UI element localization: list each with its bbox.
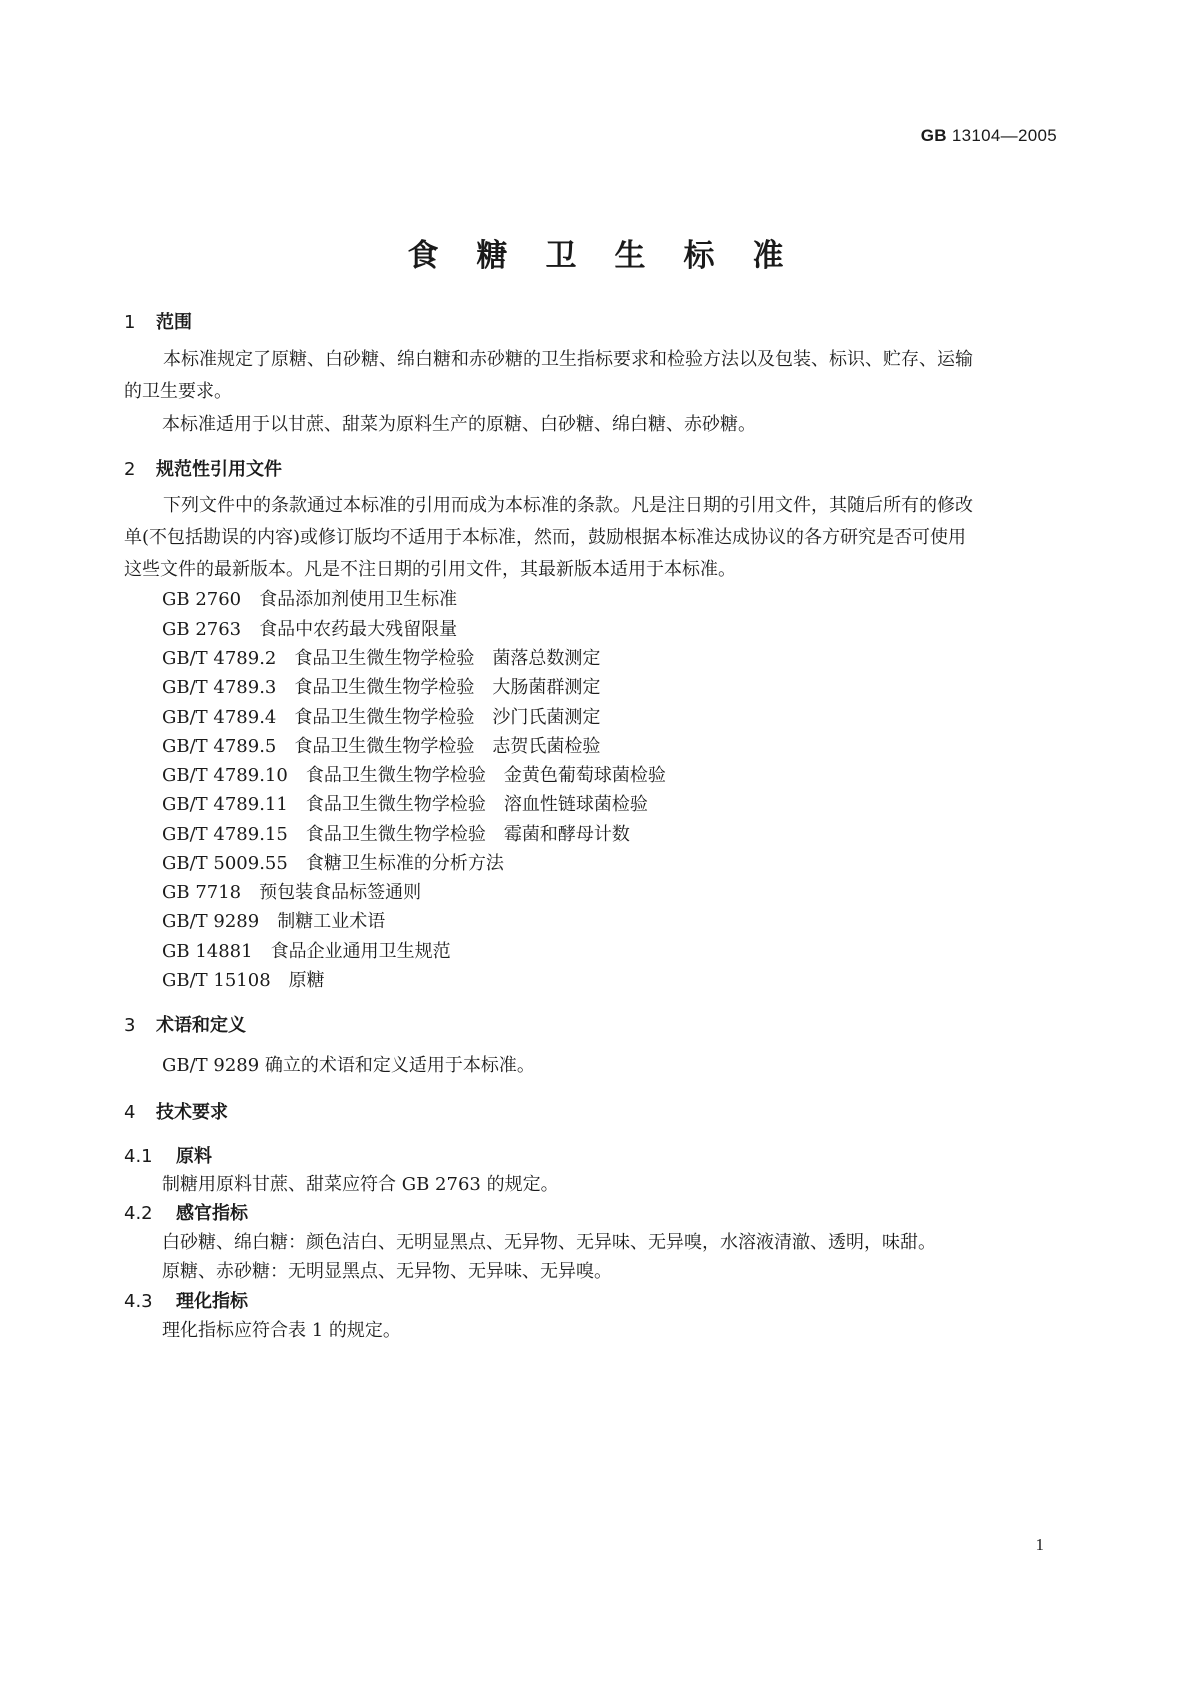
subsection-heading-sensory — [124, 1199, 248, 1225]
page-number: 1 — [1035, 1535, 1044, 1554]
scope-paragraph-2: 本标准适用于以甘蔗、甜菜为原料生产的原糖、白砂糖、绵白糖、赤砂糖。 — [162, 414, 756, 435]
subsection-title: 原料 — [176, 1146, 212, 1167]
reference-item: GB/T 4789.4 食品卫生微生物学检验 沙门氏菌测定 — [162, 707, 601, 728]
reference-item: GB/T 15108 原糖 — [162, 970, 325, 991]
standard-prefix: GB — [920, 126, 947, 145]
standard-code — [921, 126, 1057, 146]
section-heading-references — [124, 455, 282, 481]
reference-item: GB/T 9289 制糖工业术语 — [162, 911, 386, 932]
reference-item: GB/T 4789.5 食品卫生微生物学检验 志贺氏菌检验 — [162, 736, 601, 757]
section-title: 规范性引用文件 — [156, 459, 282, 480]
section-heading-terms — [124, 1011, 246, 1037]
section-number: 2 — [124, 459, 136, 480]
terms-paragraph: GB/T 9289 确立的术语和定义适用于本标准。 — [162, 1055, 535, 1076]
sensory-paragraph-1: 白砂糖、绵白糖：颜色洁白、无明显黑点、无异物、无异味、无异嗅，水溶液清澈、透明，味甜。 — [162, 1232, 936, 1253]
subsection-title: 理化指标 — [176, 1291, 248, 1312]
section-title: 技术要求 — [156, 1102, 228, 1123]
physicochemical-paragraph: 理化指标应符合表 1 的规定。 — [162, 1320, 401, 1341]
subsection-number: 4.2 — [124, 1203, 153, 1224]
subsection-number: 4.1 — [124, 1146, 153, 1167]
reference-item: GB/T 4789.15 食品卫生微生物学检验 霉菌和酵母计数 — [162, 824, 630, 845]
subsection-heading-physicochemical — [124, 1287, 248, 1313]
subsection-number: 4.3 — [124, 1291, 153, 1312]
subsection-heading-raw-material — [124, 1142, 212, 1168]
reference-item: GB/T 4789.10 食品卫生微生物学检验 金黄色葡萄球菌检验 — [162, 765, 666, 786]
raw-material-paragraph: 制糖用原料甘蔗、甜菜应符合 GB 2763 的规定。 — [162, 1174, 559, 1195]
reference-item: GB 7718 预包装食品标签通则 — [162, 882, 422, 903]
references-paragraph: 下列文件中的条款通过本标准的引用而成为本标准的条款。凡是注日期的引用文件，其随后所有的修改单(不包括勘误的内容)或修订版均不适用于本标准，然而，鼓励根据本标准达成协议的各方研究是否可使用这些文件的最新版本。凡是不注日期的引用文件，其最新版本适用于本标准。 — [124, 495, 973, 580]
reference-item: GB/T 4789.2 食品卫生微生物学检验 菌落总数测定 — [162, 648, 601, 669]
sensory-paragraph-2: 原糖、赤砂糖：无明显黑点、无异物、无异味、无异嗅。 — [162, 1261, 612, 1282]
reference-item: GB 14881 食品企业通用卫生规范 — [162, 941, 451, 962]
section-heading-scope — [124, 308, 192, 334]
scope-paragraph-1: 本标准规定了原糖、白砂糖、绵白糖和赤砂糖的卫生指标要求和检验方法以及包装、标识、贮存、运输的卫生要求。 — [124, 349, 973, 402]
reference-item: GB 2763 食品中农药最大残留限量 — [162, 619, 458, 640]
standard-number: 13104—2005 — [946, 126, 1057, 145]
document-title: 食糖卫生标准 — [407, 238, 822, 274]
section-title: 范围 — [156, 312, 192, 333]
reference-item: GB/T 5009.55 食糖卫生标准的分析方法 — [162, 853, 504, 874]
subsection-title: 感官指标 — [176, 1203, 248, 1224]
section-number: 4 — [124, 1102, 136, 1123]
section-heading-technical-requirements — [124, 1098, 228, 1124]
reference-item: GB/T 4789.3 食品卫生微生物学检验 大肠菌群测定 — [162, 677, 601, 698]
section-number: 1 — [124, 312, 136, 333]
section-number: 3 — [124, 1015, 136, 1036]
section-title: 术语和定义 — [156, 1015, 246, 1036]
reference-item: GB 2760 食品添加剂使用卫生标准 — [162, 589, 458, 610]
reference-item: GB/T 4789.11 食品卫生微生物学检验 溶血性链球菌检验 — [162, 794, 648, 815]
